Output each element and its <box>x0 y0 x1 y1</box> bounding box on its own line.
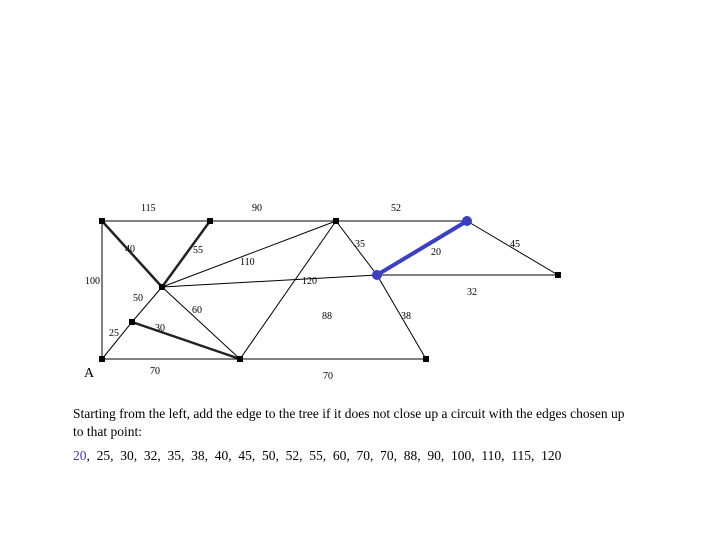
edge-label: 35 <box>355 239 365 250</box>
edge-label: 52 <box>391 203 401 214</box>
sequence-item: 52 <box>285 448 300 463</box>
sequence-separator: , <box>110 448 121 463</box>
edge-label: 70 <box>323 371 333 382</box>
edge-60 <box>162 287 240 359</box>
edge-label: 20 <box>431 247 441 258</box>
vertex <box>99 356 105 362</box>
vertex <box>207 218 213 224</box>
sequence-item: 20 <box>73 448 87 463</box>
sequence-item: 60 <box>332 448 347 463</box>
edge-label: 115 <box>141 203 156 214</box>
sequence-item: 38 <box>191 448 205 463</box>
sequence-item: 35 <box>167 448 181 463</box>
edge-label: 100 <box>85 276 100 287</box>
edge-label: 88 <box>322 311 332 322</box>
sequence-separator: , <box>181 448 192 463</box>
vertex-highlighted <box>462 216 472 226</box>
sequence-item: 110 <box>481 448 502 463</box>
sequence-item: 25 <box>96 448 111 463</box>
sequence-item: 70 <box>356 448 370 463</box>
sequence-separator: , <box>157 448 168 463</box>
vertex <box>237 356 243 362</box>
sequence-item: 32 <box>143 448 158 463</box>
sequence-separator: , <box>275 448 286 463</box>
sequence-item: 40 <box>214 448 229 463</box>
edge-label: 110 <box>240 257 255 268</box>
sequence-separator: , <box>228 448 239 463</box>
edge-88 <box>240 221 336 359</box>
edge-30 <box>132 322 240 359</box>
vertex <box>99 218 105 224</box>
sequence-separator: , <box>393 448 404 463</box>
sequence-item: 115 <box>511 448 531 463</box>
edge-label: 25 <box>109 328 119 339</box>
vertex-label-a: A <box>84 366 95 381</box>
edge-120 <box>162 275 377 287</box>
sequence-separator: , <box>86 448 97 463</box>
vertex <box>423 356 429 362</box>
sequence-item: 70 <box>380 448 394 463</box>
edge-label: 60 <box>192 305 202 316</box>
edge-label: 50 <box>133 293 143 304</box>
edge-label: 38 <box>401 311 411 322</box>
sequence-separator: , <box>204 448 215 463</box>
sequence-item: 45 <box>238 448 252 463</box>
instructions-text: Starting from the left, add the edge to the tree if it does not close up a circuit with the edges chosen up to that point: <box>73 406 625 439</box>
sequence-separator: , <box>299 448 310 463</box>
sequence-separator: , <box>471 448 482 463</box>
sequence-item: 120 <box>541 448 562 463</box>
sequence-separator: , <box>346 448 357 463</box>
sequence-separator: , <box>501 448 512 463</box>
edge-20 <box>377 221 467 275</box>
sequence-separator: , <box>417 448 428 463</box>
sequence-item: 88 <box>403 448 418 463</box>
sequence-item: 55 <box>309 448 323 463</box>
edge-label: 90 <box>252 203 262 214</box>
sequence-item: 50 <box>262 448 276 463</box>
edge-weight-sequence <box>73 448 693 464</box>
sequence-item: 90 <box>427 448 441 463</box>
edge-label: 45 <box>510 239 520 250</box>
edge-label: 70 <box>150 366 160 377</box>
edge-label: 120 <box>302 276 317 287</box>
edge-label: 40 <box>125 244 135 255</box>
edge-label: 55 <box>193 245 203 256</box>
vertex <box>159 284 165 290</box>
edge-label: 32 <box>467 287 477 298</box>
sequence-separator: , <box>322 448 333 463</box>
vertex-highlighted <box>372 270 382 280</box>
vertex <box>129 319 135 325</box>
sequence-separator: , <box>440 448 451 463</box>
sequence-separator: , <box>531 448 542 463</box>
sequence-separator: , <box>370 448 381 463</box>
vertex <box>555 272 561 278</box>
sequence-separator: , <box>133 448 144 463</box>
sequence-separator: , <box>251 448 262 463</box>
sequence-item: 100 <box>451 448 472 463</box>
edge-label: 30 <box>155 323 165 334</box>
sequence-item: 30 <box>120 448 134 463</box>
vertex <box>333 218 339 224</box>
